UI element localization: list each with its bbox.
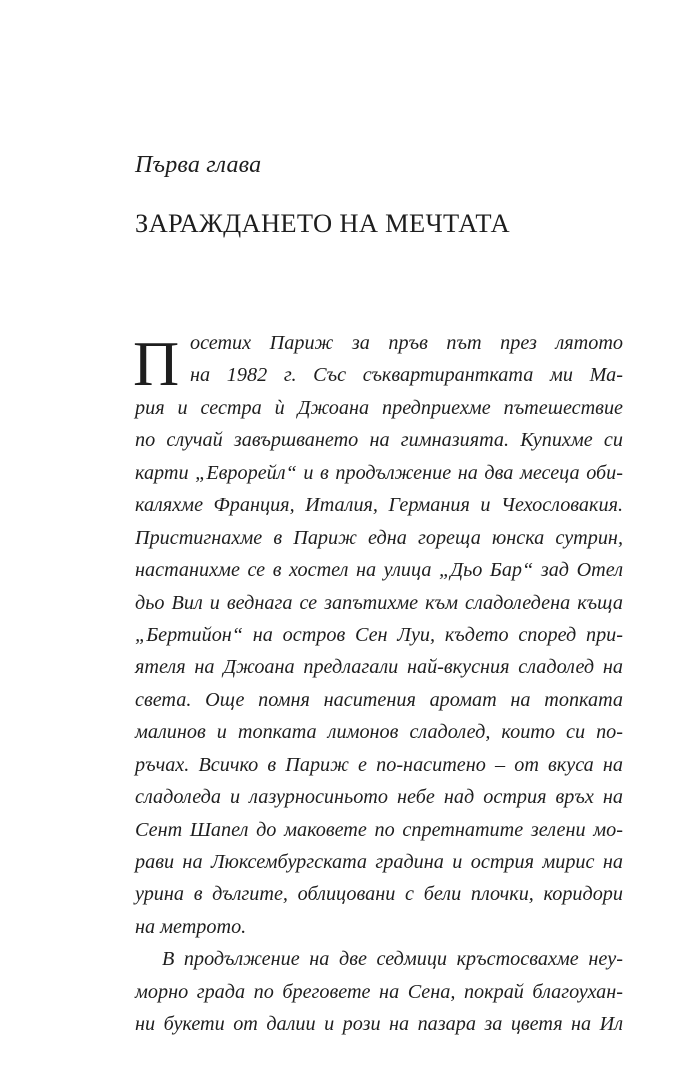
chapter-title: ЗАРАЖДАНЕТО НА МЕЧТАТА xyxy=(135,208,510,238)
text-line: ни букети от далии и рози на пазара за цветя на Ил xyxy=(135,1013,623,1036)
text-line: на метрото. xyxy=(135,915,247,938)
text-line: рия и сестра ѝ Джоана предприехме пътешествие xyxy=(135,396,623,419)
text-line: осетих Париж за пръв път през лятото xyxy=(190,332,623,354)
text-line: настанихме се в хостел на улица „Дьо Бар“ зад Отел xyxy=(135,559,623,582)
text-line: дьо Вил и веднага се запътихме към сладоледена къща xyxy=(135,591,623,614)
text-line: ръчах. Всичко в Париж е по-наситено – от вкуса на xyxy=(135,753,623,776)
text-line: света. Още помня наситения аромат на топката xyxy=(135,688,623,711)
text-line: ятеля на Джоана предлагали най-вкусния сладолед на xyxy=(135,656,623,679)
body-text xyxy=(135,327,623,1041)
text-line: по случай завършването на гимназията. Купихме си xyxy=(135,429,623,452)
text-line: В продължение на две седмици кръстосвахме неу- xyxy=(162,948,623,971)
text-line: урина в дългите, облицовани с бели плочки, коридори xyxy=(135,883,623,906)
text-line: морно града по бреговете на Сена, покрай благоухан- xyxy=(135,980,623,1003)
text-line: карти „Еврорейл“ и в продължение на два месеца оби- xyxy=(135,461,623,484)
text-line: на 1982 г. Със съквартирантката ми Ма- xyxy=(190,364,623,387)
text-line: „Бертийон“ на остров Сен Луи, където според при- xyxy=(135,623,623,646)
chapter-label: Първа глава xyxy=(135,152,262,178)
text-line: Сент Шапел до маковете по спретнатите зелени мо- xyxy=(135,818,623,841)
text-line: рави на Люксембургската градина и острия мирис на xyxy=(135,851,623,873)
text-line: малинов и топката лимонов сладолед, които си по- xyxy=(135,721,623,744)
text-line: каляхме Франция, Италия, Германия и Чехословакия. xyxy=(135,494,623,517)
drop-cap: П xyxy=(133,328,180,399)
text-line: сладоледа и лазурносиньото небе над острия връх на xyxy=(135,786,623,809)
text-line: Пристигнахме в Париж една гореща юнска сутрин, xyxy=(135,526,623,549)
